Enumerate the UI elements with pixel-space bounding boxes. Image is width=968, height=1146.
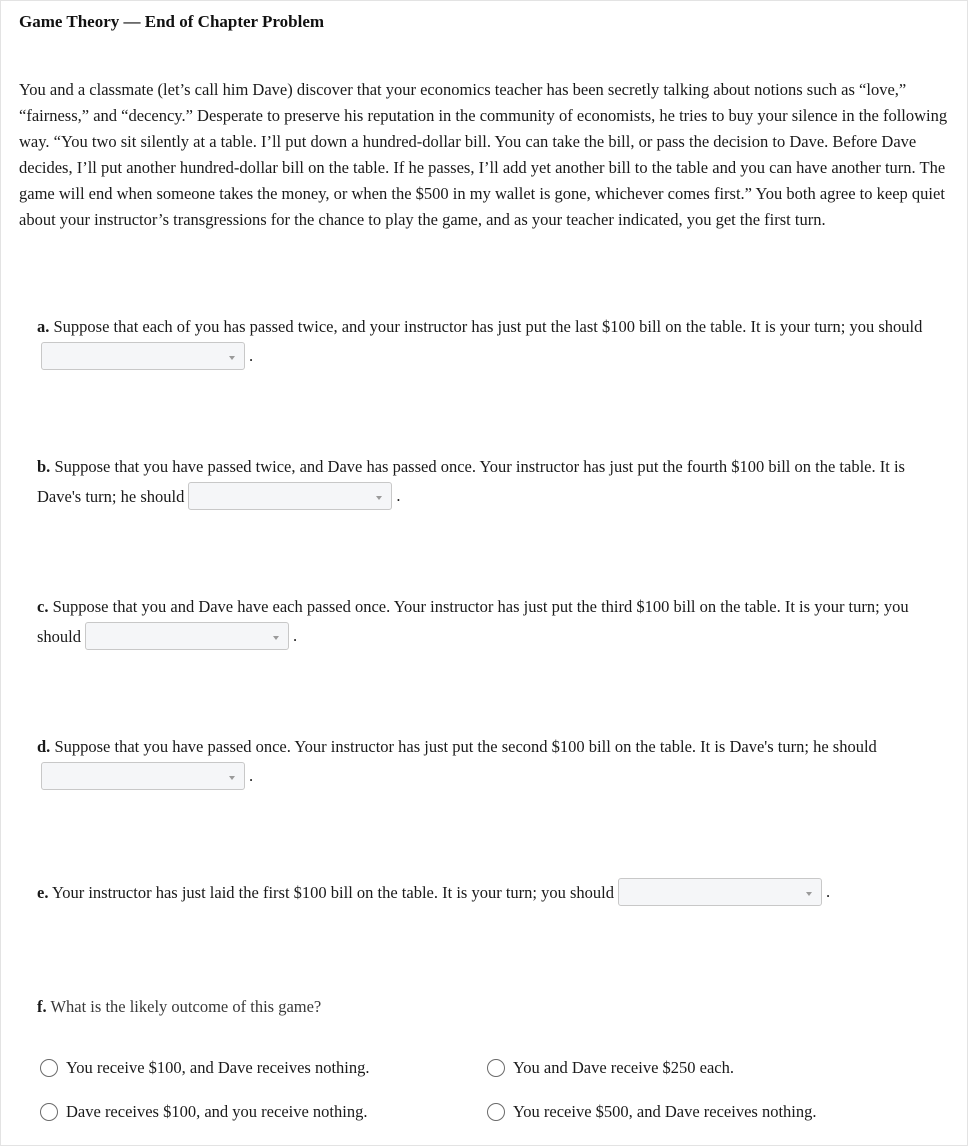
- chevron-down-icon: [376, 496, 382, 500]
- radio-button[interactable]: [40, 1059, 58, 1077]
- radio-option-you-500[interactable]: [487, 1102, 817, 1122]
- radio-option-label: Dave receives $100, and you receive nothing.: [66, 1102, 368, 1121]
- question-d-label: d.: [37, 737, 51, 756]
- page-title: Game Theory — End of Chapter Problem: [19, 12, 325, 31]
- question-a-text: Suppose that each of you has passed twice, and your instructor has just put the last $100 bill on the table. It is your turn; you should: [53, 317, 923, 336]
- question-f-label: f.: [37, 997, 47, 1016]
- question-f: [37, 997, 321, 1017]
- question-c: [37, 592, 937, 653]
- question-c-dropdown[interactable]: [85, 622, 289, 650]
- question-e-label: e.: [37, 883, 49, 902]
- question-d-text: Suppose that you have passed once. Your instructor has just put the second $100 bill on the table. It is Dave's turn; he should: [54, 737, 877, 756]
- question-e: [37, 878, 937, 909]
- question-e-text: Your instructor has just laid the first $100 bill on the table. It is your turn; you should: [51, 883, 614, 902]
- radio-option-split-250[interactable]: [487, 1058, 734, 1078]
- chevron-down-icon: [229, 356, 235, 360]
- radio-button[interactable]: [487, 1059, 505, 1077]
- question-c-label: c.: [37, 597, 49, 616]
- question-a-label: a.: [37, 317, 50, 336]
- question-c-period: .: [293, 626, 298, 646]
- question-e-dropdown[interactable]: [618, 878, 822, 906]
- chevron-down-icon: [229, 776, 235, 780]
- question-b-text: Suppose that you have passed twice, and Dave has passed once. Your instructor has just put the fourth $100 bill on the table. It is Dave's turn; he should: [37, 457, 905, 506]
- question-d-dropdown[interactable]: [41, 762, 245, 790]
- radio-option-label: You and Dave receive $250 each.: [513, 1058, 734, 1077]
- question-b-dropdown[interactable]: [188, 482, 392, 510]
- question-d-period: .: [249, 766, 254, 786]
- question-f-text: What is the likely outcome of this game?: [50, 997, 322, 1016]
- chevron-down-icon: [806, 892, 812, 896]
- problem-intro: You and a classmate (let’s call him Dave) discover that your economics teacher has been secretly talking about notions such as “love,” “fairness,” and “decency.” Desperate to preserve his reputation in the community of economists, he tries to buy your silence in the following way. “You two sit silently at a table. I’ll put down a hundred-dollar bill. You can take the bill, or pass the decision to Dave. Before Dave decides, I’ll put another hundred-dollar bill on the table. If he passes, I’ll add yet another bill to the table and you can have another turn. The game will end when someone takes the money, or when the $500 in my wallet is gone, whichever comes first.” You both agree to keep quiet about your instructor’s transgressions for the chance to play the game, and as your teacher indicated, you get the first turn.: [19, 80, 948, 229]
- question-b-period: .: [396, 486, 401, 506]
- question-a-period: .: [249, 346, 254, 366]
- question-c-text: Suppose that you and Dave have each passed once. Your instructor has just put the third $100 bill on the table. It is your turn; you should: [37, 597, 909, 646]
- question-b: [37, 452, 937, 513]
- question-d: [37, 732, 937, 793]
- chevron-down-icon: [273, 636, 279, 640]
- question-e-period: .: [826, 882, 831, 902]
- radio-option-label: You receive $100, and Dave receives nothing.: [66, 1058, 370, 1077]
- radio-option-label: You receive $500, and Dave receives nothing.: [513, 1102, 817, 1121]
- question-a: [37, 312, 937, 373]
- radio-option-you-100[interactable]: [40, 1058, 370, 1078]
- question-a-dropdown[interactable]: [41, 342, 245, 370]
- radio-option-dave-100[interactable]: [40, 1102, 367, 1122]
- question-b-label: b.: [37, 457, 51, 476]
- radio-button[interactable]: [40, 1103, 58, 1121]
- radio-button[interactable]: [487, 1103, 505, 1121]
